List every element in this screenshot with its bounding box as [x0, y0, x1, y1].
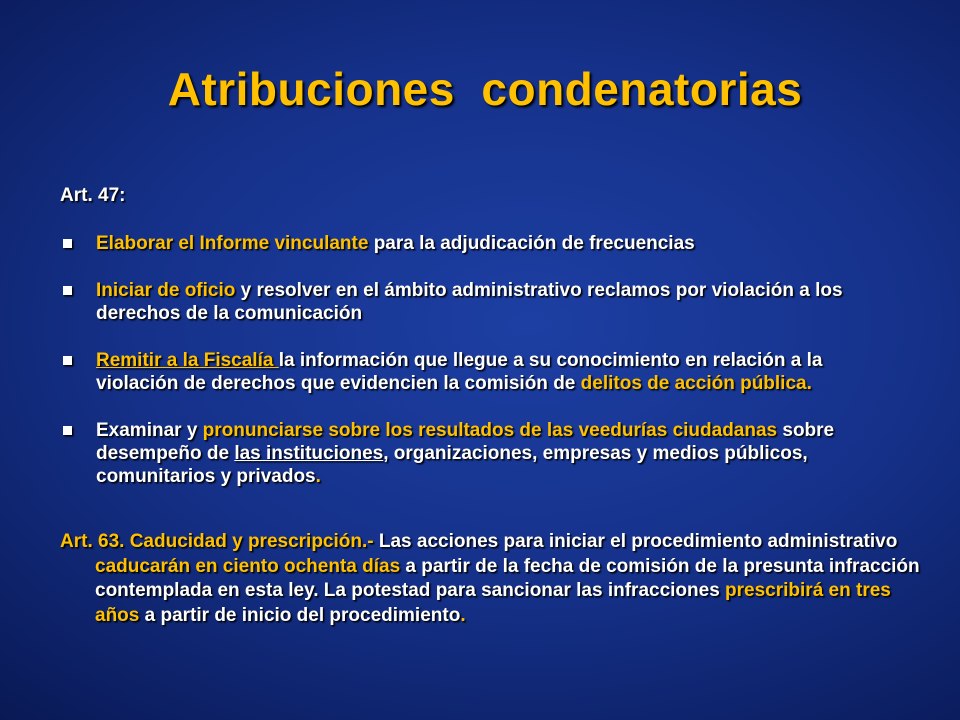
- bullet-text: y resolver en el ámbito administrativo reclamos por violación a los derechos de la comunicación: [96, 280, 843, 324]
- bullet-text: , organizaciones, empresas y medios públicos, comunitarios y privados: [96, 443, 808, 487]
- square-bullet-icon: [63, 426, 72, 435]
- bullet-list: [60, 232, 890, 488]
- paragraph-text: a partir de inicio del procedimiento: [139, 604, 461, 626]
- bullet-text: para la adjudicación de frecuencias: [368, 233, 695, 254]
- bullet-item-4: [60, 419, 890, 488]
- highlight-text: Elaborar el Informe vinculante: [96, 233, 369, 254]
- article-47-label: Art. 47:: [60, 185, 126, 206]
- bullet-text: Examinar y: [96, 420, 203, 441]
- underlined-text: las instituciones: [234, 443, 384, 464]
- highlight-text: prescribirá en tres años: [95, 580, 891, 626]
- bullet-end-punctuation: .: [806, 373, 812, 394]
- bullet-text: sobre desempeño de: [96, 420, 835, 464]
- highlight-text: Remitir a la Fiscalía: [96, 350, 279, 371]
- article-63-label: Art. 63. Caducidad y prescripción.-: [60, 531, 374, 552]
- paragraph-text: a partir de la fecha de comisión de la presunta infracción contemplada en esta ley. La potestad para sancionar las infracciones: [95, 555, 920, 601]
- paragraph-end-punctuation: .: [460, 604, 466, 626]
- square-bullet-icon: [63, 286, 72, 295]
- bullet-item-2: [60, 279, 890, 325]
- bullet-text: la información que llegue a su conocimiento en relación a la violación de derechos que evidencien la comisión de: [96, 350, 823, 394]
- bullet-item-3: [60, 349, 890, 395]
- highlight-text: delitos de acción pública: [580, 373, 807, 394]
- square-bullet-icon: [63, 239, 72, 248]
- square-bullet-icon: [63, 356, 72, 365]
- highlight-text: pronunciarse sobre los resultados de las veedurías ciudadanas: [202, 420, 778, 441]
- highlight-text: caducarán en ciento ochenta días: [95, 555, 401, 577]
- bullet-end-punctuation: .: [315, 466, 321, 487]
- bullet-item-1: [60, 232, 890, 255]
- highlight-text: Iniciar de oficio: [96, 280, 236, 301]
- paragraph-text: Las acciones para iniciar el procedimiento administrativo: [373, 531, 898, 552]
- article-63-paragraph: [60, 530, 935, 628]
- slide-title: Atribuciones condenatorias: [167, 63, 803, 115]
